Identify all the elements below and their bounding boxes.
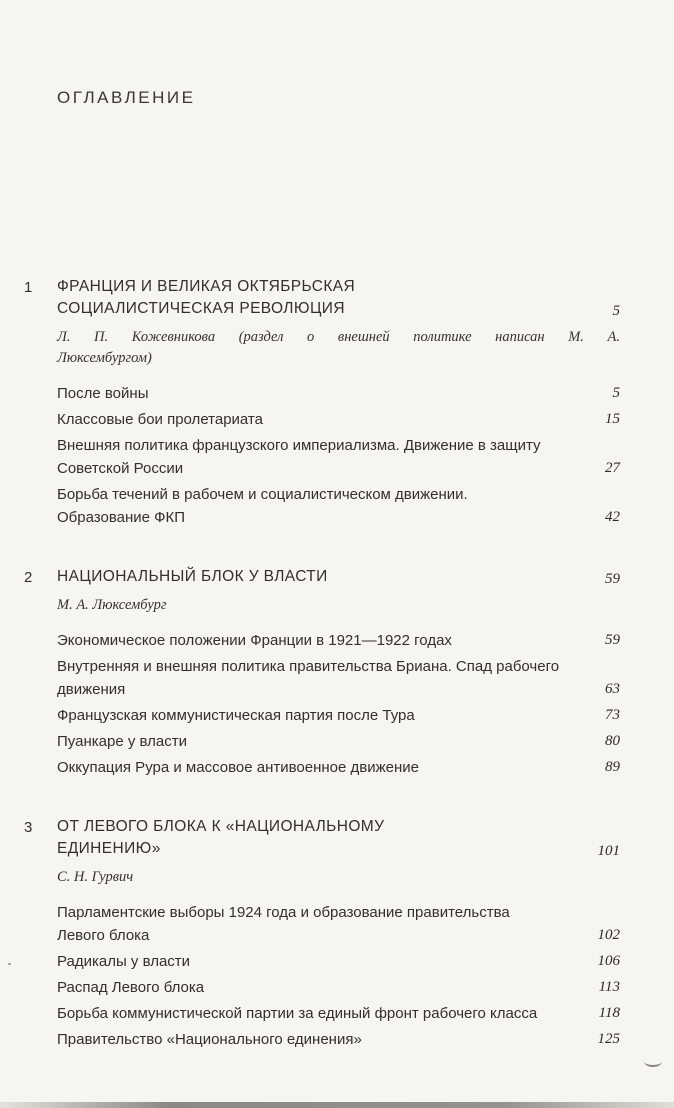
toc-entry: [57, 1028, 620, 1051]
toc-list: [24, 276, 620, 1054]
chapter-heading-row: [57, 816, 620, 860]
chapter-number: 3: [24, 819, 33, 836]
chapter-author: С. Н. Гурвич: [57, 869, 134, 885]
toc-entry: [57, 434, 620, 480]
entry-page-number: 106: [597, 953, 620, 969]
entry-text: После войны: [57, 385, 149, 402]
chapter-page-number: 59: [605, 571, 620, 587]
entry-text: Парламентские выборы 1924 года и образование правительства Левого блока: [57, 904, 510, 944]
toc-entry: [57, 483, 620, 529]
entry-page-number: 102: [597, 927, 620, 943]
entry-text: Радикалы у власти: [57, 953, 191, 970]
entry-page-number: 42: [605, 509, 620, 525]
entry-text: Пуанкаре у власти: [57, 733, 187, 750]
toc-entry: [57, 1002, 620, 1025]
toc-entry: [57, 704, 620, 727]
chapter-heading-row: [57, 566, 620, 588]
entry-text: Классовые бои пролетариата: [57, 411, 263, 428]
chapter-title: НАЦИОНАЛЬНЫЙ БЛОК У ВЛАСТИ: [57, 568, 328, 585]
toc-entry: [57, 950, 620, 973]
chapter-body: [57, 816, 620, 1054]
toc-entry: [57, 901, 620, 947]
entry-page-number: 118: [598, 1005, 620, 1021]
chapter-page-number: 101: [597, 843, 620, 859]
chapter-author: М. А. Люксембург: [57, 597, 167, 613]
chapter-entries: [57, 382, 620, 529]
entry-page-number: 80: [605, 733, 620, 749]
toc-entry: [57, 976, 620, 999]
entry-text: Внешняя политика французского империализма. Движение в защиту Советской России: [57, 437, 541, 477]
chapter-block: [24, 816, 620, 1054]
entry-page-number: 89: [605, 759, 620, 775]
chapter-body: [57, 276, 620, 532]
entry-text: Борьба коммунистической партии за единый фронт рабочего класса: [57, 1005, 538, 1022]
toc-entry: [57, 655, 620, 701]
scan-curl-mark: [644, 1056, 662, 1067]
chapter-title: ОТ ЛЕВОГО БЛОКА К «НАЦИОНАЛЬНОМУ ЕДИНЕНИЮ»: [57, 818, 385, 857]
entry-page-number: 59: [605, 632, 620, 648]
scan-bottom-edge: [0, 1102, 674, 1108]
chapter-heading-row: [57, 276, 620, 320]
entry-text: Распад Левого блока: [57, 979, 205, 996]
entry-text: Оккупация Рура и массовое антивоенное движение: [57, 759, 419, 776]
chapter-block: [24, 276, 620, 532]
chapter-entries: [57, 629, 620, 779]
chapter-page-number: 5: [612, 303, 620, 319]
chapter-title: ФРАНЦИЯ И ВЕЛИКАЯ ОКТЯБРЬСКАЯ СОЦИАЛИСТИЧЕСКАЯ РЕВОЛЮЦИЯ: [57, 278, 356, 317]
entry-page-number: 113: [598, 979, 620, 995]
entry-text: Французская коммунистическая партия после Тура: [57, 707, 415, 724]
toc-entry: [57, 408, 620, 431]
entry-page-number: 5: [612, 385, 620, 401]
entry-text: Экономическое положении Франции в 1921—1922 годах: [57, 632, 452, 649]
scan-speck-mark: [8, 963, 11, 965]
chapter-block: [24, 566, 620, 782]
chapter-body: [57, 566, 620, 782]
entry-page-number: 125: [597, 1031, 620, 1047]
entry-page-number: 73: [605, 707, 620, 723]
page-title: ОГЛАВЛЕНИЕ: [57, 88, 196, 107]
chapter-author: Л. П. Кожевникова (раздел о внешней политике написан М. А. Люксембургом): [57, 329, 620, 366]
toc-entry: [57, 730, 620, 753]
entry-text: Борьба течений в рабочем и социалистическом движении. Образование ФКП: [57, 486, 468, 526]
entry-text: Внутренняя и внешняя политика правительства Бриана. Спад рабочего движения: [57, 658, 560, 698]
chapter-number: 2: [24, 569, 33, 586]
entry-page-number: 27: [605, 460, 620, 476]
chapter-number: 1: [24, 279, 33, 296]
entry-text: Правительство «Национального единения»: [57, 1031, 362, 1048]
entry-page-number: 63: [605, 681, 620, 697]
toc-entry: [57, 382, 620, 405]
toc-entry: [57, 629, 620, 652]
toc-entry: [57, 756, 620, 779]
chapter-entries: [57, 901, 620, 1051]
entry-page-number: 15: [605, 411, 620, 427]
